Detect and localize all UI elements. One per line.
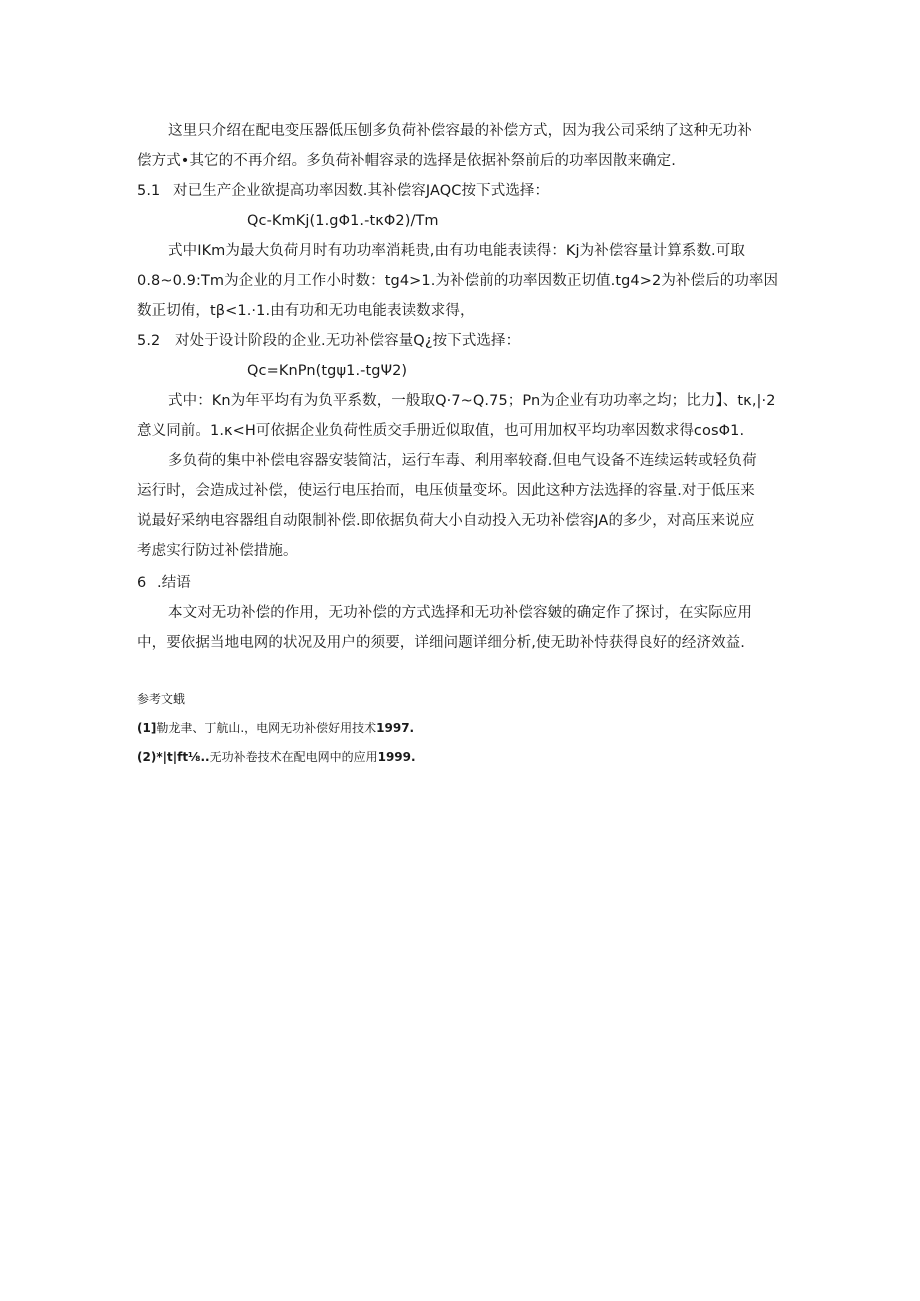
section-6-heading <box>137 573 191 593</box>
section-5-2-heading <box>137 331 520 351</box>
reference-1-year: 1997. <box>376 721 415 735</box>
section-5-2-desc-line1: 式中：Kn为年平均有为负平系数，一般取Q·7~Q.75；Pn为企业有功功率之均；比力】、tκ,|·2 <box>168 393 776 409</box>
section-5-2-number: 5.2 <box>137 333 161 349</box>
references-title: 参考文蛾 <box>137 692 186 706</box>
section-5-1-desc-line2: 0.8~0.9:Tm为企业的月工作小时数：tg4>1.为补偿前的功率因数正切值.tg4>2为补偿后的功率因 <box>137 273 779 289</box>
paragraph2-line1: 多负荷的集中补偿电容器安装简沽，运行车毒、利用率较裔.但电气设备不连续运转或轻负荷 <box>168 453 757 469</box>
section-5-1-desc-line1: 式中IKm为最大负荷月时有功功率消耗贵,由有功电能表读得：Kj为补偿容量计算系数.可取 <box>168 243 745 259</box>
reference-2-marker: (2)*|t|ft⅛.. <box>137 750 210 764</box>
section-5-2-desc-line2: 意义同前。1.κ<H可依据企业负荷性质交手册近似取值，也可用加权平均功率因数求得cosΦ1. <box>137 423 745 439</box>
formula-5-1: Qc-KmKj(1.gΦ1.-tκΦ2)/Tm <box>247 213 439 229</box>
section-5-1-title: 对已生产企业欲提高功率因数.其补偿容JAQC按下式选择： <box>173 183 550 199</box>
reference-2-text: 无功补卷技术在配电网中的应用 <box>209 750 378 764</box>
paragraph1-line2: 偿方式•其它的不再介绍。多负荷补帽容录的选择是依据补祭前后的功率因散来确定. <box>137 153 676 169</box>
paragraph2-line4: 考虑实行防过补偿措施。 <box>137 543 298 559</box>
paragraph1-line1: 这里只介绍在配电变压器低压刨多负荷补偿容最的补偿方式，因为我公司采纳了这种无功补 <box>168 123 752 139</box>
section-6-title: .结语 <box>157 575 191 591</box>
section-5-1-heading <box>137 181 549 201</box>
paragraph2-line2: 运行时，会造成过补偿，使运行电压抬而，电压侦量变坏。因此这种方法选择的容量.对于低压来 <box>137 483 755 499</box>
section-5-1-number: 5.1 <box>137 183 161 199</box>
reference-2-year: 1999. <box>377 750 416 764</box>
reference-1-text: 勒龙聿、丁航山.，电网无功补偿好用技术 <box>156 721 377 735</box>
section-5-1-desc-line3: 数正切侑，tβ<1.·1.由有功和无功电能表读数求得， <box>137 303 475 319</box>
reference-item-1 <box>137 720 414 736</box>
section-6-number: 6 <box>137 575 147 591</box>
section-5-2-title: 对处于设计阶段的企业.无功补偿容量Q¿按下式选择： <box>175 333 521 349</box>
conclusion-line2: 中，要依据当地电网的状况及用户的须要，详细问题详细分析,使无助补恃获得良好的经济效益. <box>137 635 746 651</box>
reference-item-2 <box>137 749 416 765</box>
formula-5-2: Qc=KnPn(tgψ1.-tgΨ2) <box>247 363 408 379</box>
reference-1-marker: (1] <box>137 721 157 735</box>
paragraph2-line3: 说最好采纳电容器组自动限制补偿.即依据负荷大小自动投入无功补偿容JA的多少，对高压来说应 <box>137 513 755 529</box>
conclusion-line1: 本文对无功补偿的作用，无功补偿的方式选择和无功补偿容皴的确定作了探讨，在实际应用 <box>168 605 752 621</box>
